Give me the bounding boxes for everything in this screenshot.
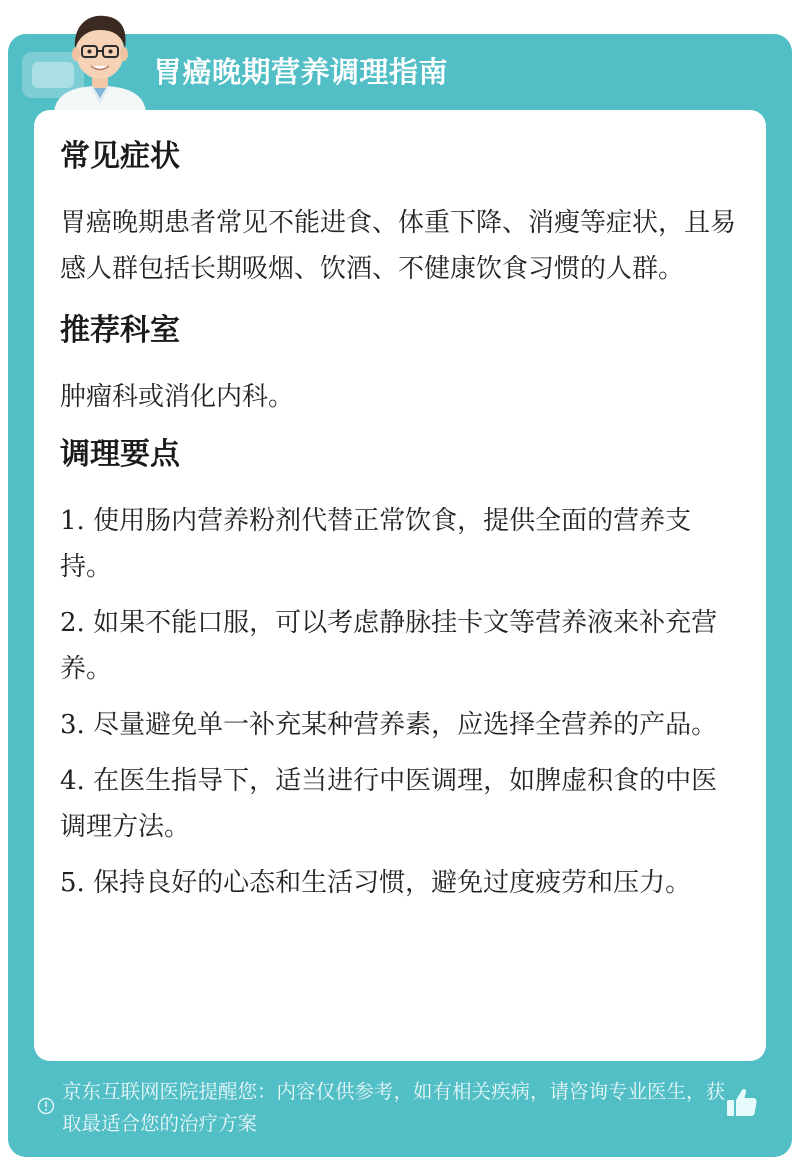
info-icon	[37, 1097, 55, 1115]
doctor-avatar	[44, 8, 156, 112]
symptoms-heading: 常见症状	[60, 139, 180, 174]
care-item: 2. 如果不能口服，可以考虑静脉挂卡文等营养液来补充营养。	[60, 608, 718, 684]
content-card	[34, 110, 766, 1061]
symptoms-text: 胃癌晚期患者常见不能进食、体重下降、消瘦等症状，且易感人群包括长期吸烟、饮酒、不健康饮食习惯的人群。	[60, 208, 737, 284]
care-item: 5. 保持良好的心态和生活习惯，避免过度疲劳和压力。	[60, 868, 692, 898]
care-heading: 调理要点	[60, 437, 180, 472]
thumbs-up-icon[interactable]	[724, 1085, 760, 1121]
care-item: 4. 在医生指导下，适当进行中医调理，如脾虚积食的中医调理方法。	[60, 766, 718, 842]
department-heading: 推荐科室	[60, 313, 180, 348]
care-item: 1. 使用肠内营养粉剂代替正常饮食，提供全面的营养支持。	[60, 506, 692, 582]
disclaimer-text: 京东互联网医院提醒您：内容仅供参考，如有相关疾病，请咨询专业医生，获取最适合您的治疗方案	[62, 1080, 726, 1135]
page-title: 胃癌晚期营养调理指南	[153, 55, 449, 89]
care-item: 3. 尽量避免单一补充某种营养素，应选择全营养的产品。	[60, 710, 718, 740]
department-text: 肿瘤科或消化内科。	[60, 382, 295, 412]
